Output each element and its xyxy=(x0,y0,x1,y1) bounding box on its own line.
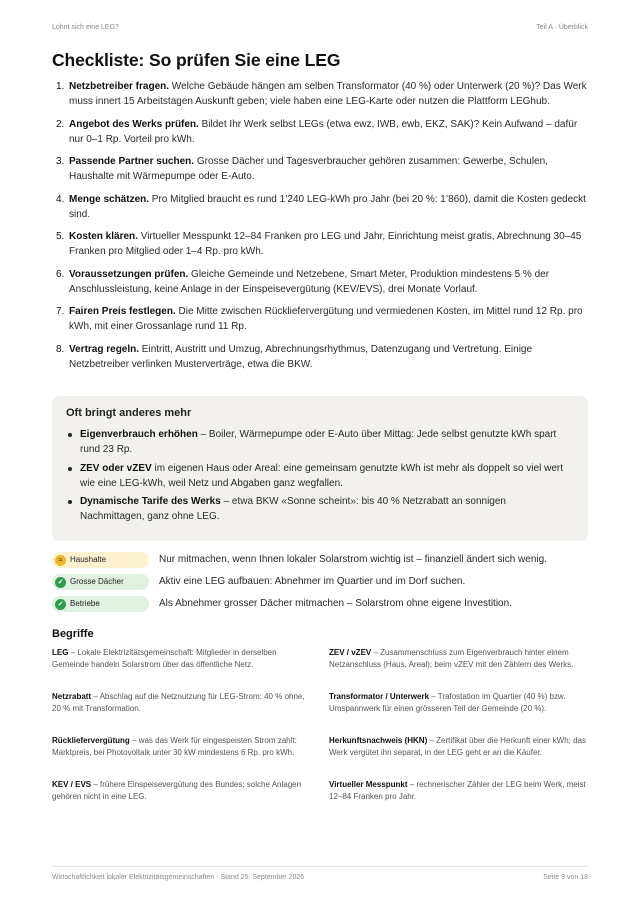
checklist-item-text: Die Mitte zwischen Rückliefervergütung und vermiedenen Kosten, im Mittel rund 12 Rp. pro kWh, mit einer Grossanlage rund 11 Rp. xyxy=(69,306,583,332)
footer-divider xyxy=(52,866,588,867)
glossary-definition: – Zusammenschluss zum Eigenverbrauch hinter einem Netzanschluss (Haus, Areal); beim vZEV mit den Zählern des Werks. xyxy=(329,648,574,669)
callout-item xyxy=(66,427,566,457)
running-header xyxy=(52,24,588,36)
callout-item xyxy=(66,494,566,524)
glossary-entry xyxy=(52,647,310,671)
glossary-title: Begriffe xyxy=(52,628,94,640)
page-number: Seite 9 von 18 xyxy=(543,874,588,881)
page-footer xyxy=(52,874,588,886)
glossary-entry xyxy=(329,647,587,671)
glossary-entry xyxy=(52,691,310,715)
glossary-term: ZEV / vZEV xyxy=(329,648,372,657)
checklist-item-lead: Vertrag regeln. xyxy=(69,343,140,355)
audience-description: Aktiv eine LEG aufbauen: Abnehmer im Quartier und im Dorf suchen. xyxy=(159,576,466,587)
glossary-term: Transformator / Unterwerk xyxy=(329,692,430,701)
glossary-definition: – frühere Einspeisevergütung des Bundes; solche Anlagen gehören nicht in eine LEG. xyxy=(52,780,302,801)
glossary-definition: – Lokale Elektrizitätsgemeinschaft: Mitglieder in derselben Gemeinde handeln Solarstrom über das öffentliche Netz. xyxy=(52,648,277,669)
callout-item-text: im eigenen Haus oder Areal: eine gemeinsam genutzte kWh ist mehr als doppelt so viel wert wie eine LEG-kWh, weil Netz und Abgaben ganz wegfallen. xyxy=(80,462,564,489)
glossary-definition: – Trafostation im Quartier (40 %) bzw. Umspannwerk für einen grösseren Teil der Gemeinde (20 %). xyxy=(329,692,566,713)
checklist-item-text: Eintritt, Austritt und Umzug, Abrechnungsrhythmus, Datenzugang und Vertretung. Einige Netzbetreiber verlinken Musterverträge, etwa die BKW. xyxy=(69,343,533,370)
audience-row-households xyxy=(52,552,588,568)
callout-title: Oft bringt anderes mehr xyxy=(66,407,192,419)
glossary-entry xyxy=(329,779,587,803)
approx-icon: ≈ xyxy=(55,555,66,566)
checklist-item-lead: Kosten klären. xyxy=(69,231,138,242)
glossary-term: Netzrabatt xyxy=(52,692,92,701)
running-header-right: Teil A · Überblick xyxy=(536,24,588,31)
checklist-item-2: 2. Angebot des Werks prüfen. Bildet Ihr Werk selbst LEGs (etwa ewz, IWB, ewb, EKZ, SAK)? Kein Aufwand – dafür nur 0–1 Rp. Vorteil pro kWh. xyxy=(56,118,578,145)
footer-document-info: Wirtschaftlichkeit lokaler Elektrizitätsgemeinschaften · Stand 25. September 2026 xyxy=(52,874,305,881)
audience-badge xyxy=(52,552,149,568)
glossary-entry xyxy=(52,735,310,759)
audience-row-businesses xyxy=(52,596,588,612)
glossary-definition: – Abschlag auf die Netznutzung für LEG-Strom: 40 % ohne, 20 % mit Transformation. xyxy=(52,692,305,713)
checklist xyxy=(52,79,588,379)
checklist-item-lead: Netzbetreiber fragen. xyxy=(69,81,170,92)
audience-badge-label: Betriebe xyxy=(70,599,100,608)
checklist-item-1: 1. Netzbetreiber fragen. Welche Gebäude hängen am selben Transformator (40 %) oder Unterwerk (20 %)? Das Werk muss innert 15 Arbeitstagen Auskunft geben; viele haben eine LEG-Karte oder nutzen die Plattform LEGhub. xyxy=(56,81,587,107)
callout-item xyxy=(66,461,566,491)
checklist-item-text: Pro Mitglied braucht es rund 1’240 LEG-kWh pro Jahr (bei 20 %: 1’860), damit die Kosten gedeckt sind. xyxy=(69,193,586,220)
checklist-item-lead: Menge schätzen. xyxy=(69,193,150,205)
glossary-definition: – rechnerischer Zähler der LEG beim Werk, meist 12–84 Franken pro Jahr. xyxy=(329,780,586,801)
callout-list xyxy=(66,427,574,524)
audience-badge-label: Grosse Dächer xyxy=(70,577,124,586)
glossary-term: KEV / EVS xyxy=(52,780,92,789)
running-header-left: Lohnt sich eine LEG? xyxy=(52,24,119,31)
callout-item-text: – etwa BKW «Sonne scheint»: bis 40 % Netzrabatt an sonnigen Nachmittagen, ganz ohne LEG. xyxy=(80,496,506,522)
audience-badge-label: Haushalte xyxy=(70,555,107,564)
checklist-item-text: Welche Gebäude hängen am selben Transformator (40 %) oder Unterwerk (20 %)? Das Werk muss innert 15 Arbeitstagen Auskunft geben; viele haben eine LEG-Karte oder nutzen die Plattform LEGhub. xyxy=(69,81,587,107)
checklist-item-4: 4. Menge schätzen. Pro Mitglied braucht es rund 1’240 LEG-kWh pro Jahr (bei 20 %: 1’860), damit die Kosten gedeckt sind. xyxy=(56,193,586,220)
callout-item-text: – Boiler, Wärmepumpe oder E-Auto über Mittag: Jede selbst genutzte kWh spart rund 23 Rp. xyxy=(80,429,557,455)
checklist-item-lead: Passende Partner suchen. xyxy=(69,156,195,167)
audience-row-large-roofs xyxy=(52,574,588,590)
audience-description: Als Abnehmer grosser Dächer mitmachen – Solarstrom ohne eigene Investition. xyxy=(159,598,512,609)
checklist-item-7: 7. Fairen Preis festlegen. Die Mitte zwischen Rückliefervergütung und vermiedenen Kosten, im Mittel rund 12 Rp. pro kWh, mit einer Grossanlage rund 11 Rp. xyxy=(56,306,583,332)
glossary-entry xyxy=(329,691,587,715)
checklist-item-text: Gleiche Gemeinde und Netzebene, Smart Meter, Produktion mindestens 5 % der Anschlussleistung, keine Anlage in der Einspeisevergütung (KEV/EVS), drei Monate Vorlauf. xyxy=(69,268,550,295)
check-icon: ✓ xyxy=(55,577,66,588)
glossary-term: Herkunftsnachweis (HKN) xyxy=(329,736,428,745)
glossary-term: LEG xyxy=(52,648,69,657)
checklist-item-5: 5. Kosten klären. Virtueller Messpunkt 12–84 Franken pro LEG und Jahr, Einrichtung meist gratis, Abrechnung 30–45 Franken pro Mitglied oder 1–4 Rp. pro kWh. xyxy=(56,231,582,257)
checklist-item-text: Grosse Dächer und Tagesverbraucher gehören zusammen: Gewerbe, Schulen, Haushalte mit Wärmepumpe oder E-Auto. xyxy=(69,156,548,182)
glossary-definition: – was das Werk für eingespeisten Strom zahlt: Marktpreis, bei Photovoltaik unter 30 kW mindestens 6 Rp. pro kWh. xyxy=(52,736,297,757)
checklist-item-lead: Voraussetzungen prüfen. xyxy=(69,268,189,280)
audience-badge xyxy=(52,574,149,590)
checklist-item-lead: Fairen Preis festlegen. xyxy=(69,306,176,317)
alternatives-callout xyxy=(52,396,588,541)
glossary-entry xyxy=(329,735,587,759)
audience-badge xyxy=(52,596,149,612)
checklist-item-text: Virtueller Messpunkt 12–84 Franken pro LEG und Jahr, Einrichtung meist gratis, Abrechnung 30–45 Franken pro Mitglied oder 1–4 Rp. pro kWh. xyxy=(69,231,582,257)
checklist-item-6: 6. Voraussetzungen prüfen. Gleiche Gemeinde und Netzebene, Smart Meter, Produktion mindestens 5 % der Anschlussleistung, keine Anlage in der Einspeisevergütung (KEV/EVS), drei Monate Vorlauf. xyxy=(56,268,550,295)
page-title: Checkliste: So prüfen Sie eine LEG xyxy=(52,50,341,70)
checklist-item-lead: Angebot des Werks prüfen. xyxy=(69,118,199,130)
check-icon: ✓ xyxy=(55,599,66,610)
glossary-term: Rückliefervergütung xyxy=(52,736,130,745)
audience-description: Nur mitmachen, wenn Ihnen lokaler Solarstrom wichtig ist – finanziell ändert sich wenig. xyxy=(159,554,547,565)
callout-item-lead: Dynamische Tarife des Werks xyxy=(80,496,221,507)
callout-item-lead: ZEV oder vZEV xyxy=(80,462,152,474)
glossary-entry xyxy=(52,779,310,803)
checklist-item-text: Bildet Ihr Werk selbst LEGs (etwa ewz, IWB, ewb, EKZ, SAK)? Kein Aufwand – dafür nur 0–1 Rp. Vorteil pro kWh. xyxy=(69,118,578,145)
checklist-item-3: 3. Passende Partner suchen. Grosse Dächer und Tagesverbraucher gehören zusammen: Gewerbe, Schulen, Haushalte mit Wärmepumpe oder E-Auto. xyxy=(56,156,548,182)
callout-item-lead: Eigenverbrauch erhöhen xyxy=(80,429,198,440)
glossary-definition: – Zertifikat über die Herkunft einer kWh; das Werk vergütet ihn separat, in der LEG geht er an die Käufer. xyxy=(329,736,586,757)
checklist-item-8: 8. Vertrag regeln. Eintritt, Austritt und Umzug, Abrechnungsrhythmus, Datenzugang und Vertretung. Einige Netzbetreiber verlinken Musterverträge, etwa die BKW. xyxy=(56,343,533,370)
glossary-term: Virtueller Messpunkt xyxy=(329,780,408,789)
